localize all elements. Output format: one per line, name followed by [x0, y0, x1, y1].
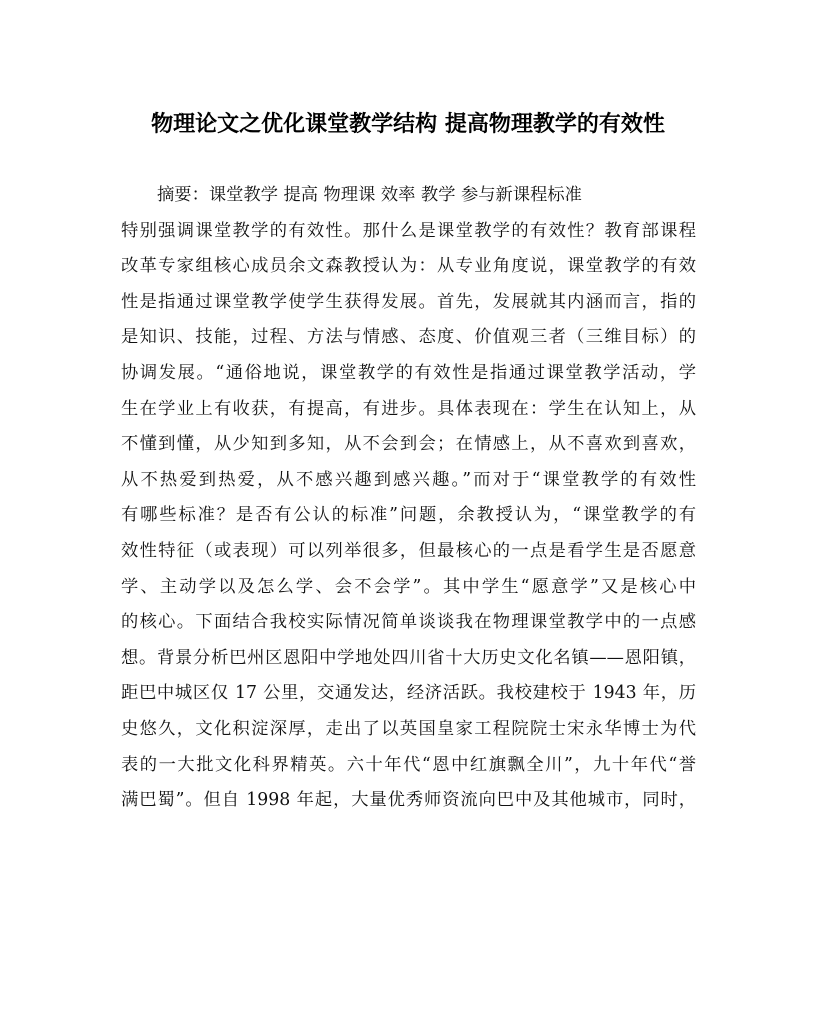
body-line: 的核心。下面结合我校实际情况简单谈谈我在物理课堂教学中的一点感 [121, 612, 696, 633]
body-line: 满巴蜀”。但自 1998 年起，大量优秀师资流向巴中及其他城市，同时， [121, 790, 696, 811]
body-line: 学、主动学以及怎么学、会不会学”。其中学生“愿意学”又是核心中 [121, 576, 696, 597]
body-line: 协调发展。“通俗地说，课堂教学的有效性是指通过课堂教学活动，学 [121, 362, 696, 383]
body-line: 距巴中城区仅 17 公里，交通发达，经济活跃。我校建校于 1943 年，历 [121, 683, 696, 704]
body-line: 有哪些标准？是否有公认的标准”问题，余教授认为，“课堂教学的有 [121, 505, 696, 526]
document-body [121, 178, 696, 819]
body-line: 是知识、技能，过程、方法与情感、态度、价值观三者（三维目标）的 [121, 327, 696, 348]
body-line: 想。背景分析巴州区恩阳中学地处四川省十大历史文化名镇——恩阳镇， [121, 647, 696, 668]
body-line: 效性特征（或表现）可以列举很多，但最核心的一点是看学生是否愿意 [121, 540, 696, 561]
body-line: 性是指通过课堂教学使学生获得发展。首先，发展就其内涵而言，指的 [121, 291, 696, 312]
body-line: 不懂到懂，从少知到多知，从不会到会；在情感上，从不喜欢到喜欢， [121, 434, 696, 455]
document-title: 物理论文之优化课堂教学结构 提高物理教学的有效性 [151, 111, 665, 137]
body-line: 史悠久，文化积淀深厚，走出了以英国皇家工程院院士宋永华博士为代 [121, 718, 696, 739]
body-line: 从不热爱到热爱，从不感兴趣到感兴趣。”而对于“课堂教学的有效性 [121, 469, 696, 490]
body-line: 表的一大批文化科界精英。六十年代“恩中红旗飘全川”，九十年代“誉 [121, 754, 696, 775]
body-line: 特别强调课堂教学的有效性。那什么是课堂教学的有效性？教育部课程 [121, 220, 696, 241]
body-line: 生在学业上有收获，有提高，有进步。具体表现在：学生在认知上，从 [121, 398, 696, 419]
body-line: 改革专家组核心成员余文森教授认为：从专业角度说，课堂教学的有效 [121, 256, 696, 277]
body-line: 摘要：课堂教学 提高 物理课 效率 教学 参与新课程标准 [157, 185, 582, 205]
